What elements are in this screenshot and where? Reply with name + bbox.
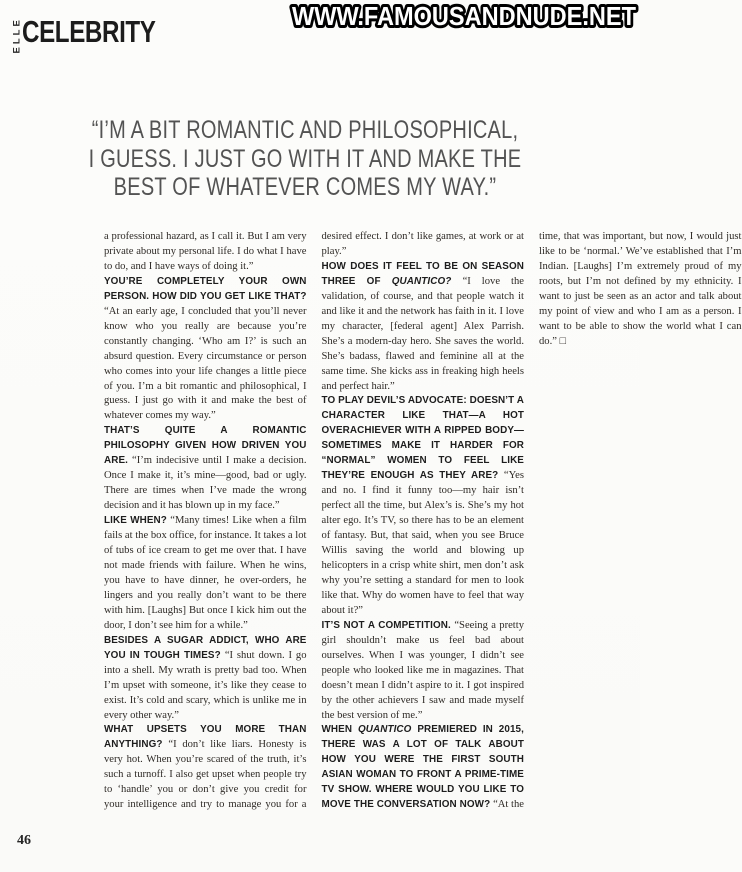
article-paragraph: [104, 230, 307, 275]
article-paragraph: [104, 424, 307, 514]
answer-text: a professional hazard, as I call it. But I am very private about my personal life. I do what I have to do, and I have ways of doing it.”: [104, 231, 307, 272]
question-text: WHEN: [321, 724, 358, 736]
answer-text: “I don’t like liars. Honesty is very hot. When you’re scared of the truth, it’s such a turnoff. I also get upset when people try to ‘handle’ you or don’t give you credit for your intelligence and try to manage you for a desired effect. I don’t like games, at work or at play.”: [104, 231, 524, 811]
article-paragraph: [104, 514, 307, 634]
article-paragraph: [322, 394, 525, 618]
site-watermark: [288, 0, 640, 34]
pull-quote-line: I GUESS. I JUST GO WITH IT AND MAKE THE: [88, 144, 522, 173]
question-text: PREMIERED IN 2015, THERE WAS A LOT OF TALK ABOUT HOW YOU WERE THE FIRST SOUTH ASIAN WOMAN TO FRONT A PRIME-TIME TV SHOW. WHERE WOULD YOU LIKE TO MOVE THE CONVERSATION NOW?: [321, 724, 524, 811]
answer-text: “I shut down. I go into a shell. My wrath is pretty bad too. When I’m upset with someone, it’s like they cease to exist. It’s cold and scary, which is unlike me in every other way.”: [104, 649, 307, 721]
pull-quote: [85, 116, 525, 202]
article-paragraph: [322, 260, 525, 395]
answer-text: “I love the validation, of course, and that people watch it and like it and the network has faith in it. I love my character, [federal agent] Alex Parrish. She’s a modern-day hero. She saves the world. She’s badass, flawed and feminine all at the same time. She kicks ass in freaking high heels and perfect hair.”: [321, 275, 524, 392]
watermark-text: WWW.FAMOUSANDNUDE.NET: [292, 1, 637, 31]
question-text: IT’S NOT A COMPETITION.: [321, 619, 455, 631]
answer-text: “Many times! Like when a film fails at the box office, for instance. It takes a lot of tubs of ice cream to get me over that. I have not made friends with failure. When he wins, you have to have dinner, he over-orders, he lingers and you really don’t want to be there with him. [Laughs] But once I kick him out the door, I don’t see him for a while.”: [104, 515, 307, 631]
page-number: 46: [17, 833, 31, 848]
question-text: QUANTICO: [357, 724, 412, 736]
answer-text: “At the time, that was important, but now, I would just like to be ‘normal.’ We’ve established that I’m Indian. [Laughs] I’m extremely proud of my roots, but I’m not defined by my ethnicity. I want to just be seen as an actor and talk about my point of view and who I am as a person. I want to be able to show the world what I can do.” □: [493, 231, 742, 811]
answer-text: “Yes and no. I find it funny too—my hair isn’t perfect all the time, but Alex’s is. She’s my hot alter ego. It’s TV, so there has to be an element of fantasy. But, that said, when you see Bruce Willis saving the world and blowing up helicopters in a crisp white shirt, men don’t ask why you’re setting a standard for men to look like that. Why do women have to feel that way about it?”: [321, 470, 524, 616]
question-text: LIKE WHEN?: [104, 515, 171, 527]
question-text: QUANTICO?: [391, 275, 463, 287]
answer-text: “I’m indecisive until I make a decision. Once I make it, it’s mine—good, bad or ugly. There are times when I’ve made the wrong decision and it has blown up in my face.”: [104, 455, 307, 512]
article-paragraph: [322, 619, 525, 724]
question-text: WHAT UPSETS YOU MORE THAN ANYTHING?: [104, 724, 307, 751]
question-text: YOU’RE COMPLETELY YOUR OWN PERSON. HOW DID YOU GET LIKE THAT?: [104, 275, 307, 302]
answer-text: “At an early age, I concluded that you’ll never know who you really are because you’re constantly changing. ‘Who am I?’ is such an absurd question. Every circumstance or person who comes into your life changes a little piece of you. I’m a bit romantic and philosophical, I guess. I just go with it and make the best of whatever comes my way.”: [104, 305, 307, 422]
question-text: BESIDES A SUGAR ADDICT, WHO ARE YOU IN TOUGH TIMES?: [104, 634, 307, 661]
article-paragraph: [104, 275, 307, 425]
article-paragraph: [104, 634, 307, 724]
pull-quote-line: “I’M A BIT ROMANTIC AND PHILOSOPHICAL,: [91, 116, 519, 144]
answer-text: “Seeing a pretty girl shouldn’t make us feel bad about ourselves. When I was younger, I didn’t see people who looked like me in magazines. That doesn’t mean I didn’t aspire to it. I got inspired by the other achievers I saw and made myself the best version of me.”: [321, 619, 524, 721]
question-text: TO PLAY DEVIL’S ADVOCATE: DOESN’T A CHARACTER LIKE THAT—A HOT OVERACHIEVER WITH A RIPPED BODY—SOMETIMES MAKE IT HARDER FOR “NORMAL” WOMEN TO FEEL LIKE THEY’RE ENOUGH AS THEY ARE?: [321, 395, 524, 482]
question-text: HOW DOES IT FEEL TO BE ON SEASON THREE OF: [321, 260, 524, 287]
elle-brand-vertical-logo: ELLE: [11, 17, 23, 54]
pull-quote-line: BEST OF WHATEVER COMES MY WAY.”: [113, 173, 497, 201]
section-title: CELEBRITY: [22, 14, 156, 49]
question-text: THAT’S QUITE A ROMANTIC PHILOSOPHY GIVEN HOW DRIVEN YOU ARE.: [104, 425, 307, 467]
article-columns: [104, 230, 742, 822]
